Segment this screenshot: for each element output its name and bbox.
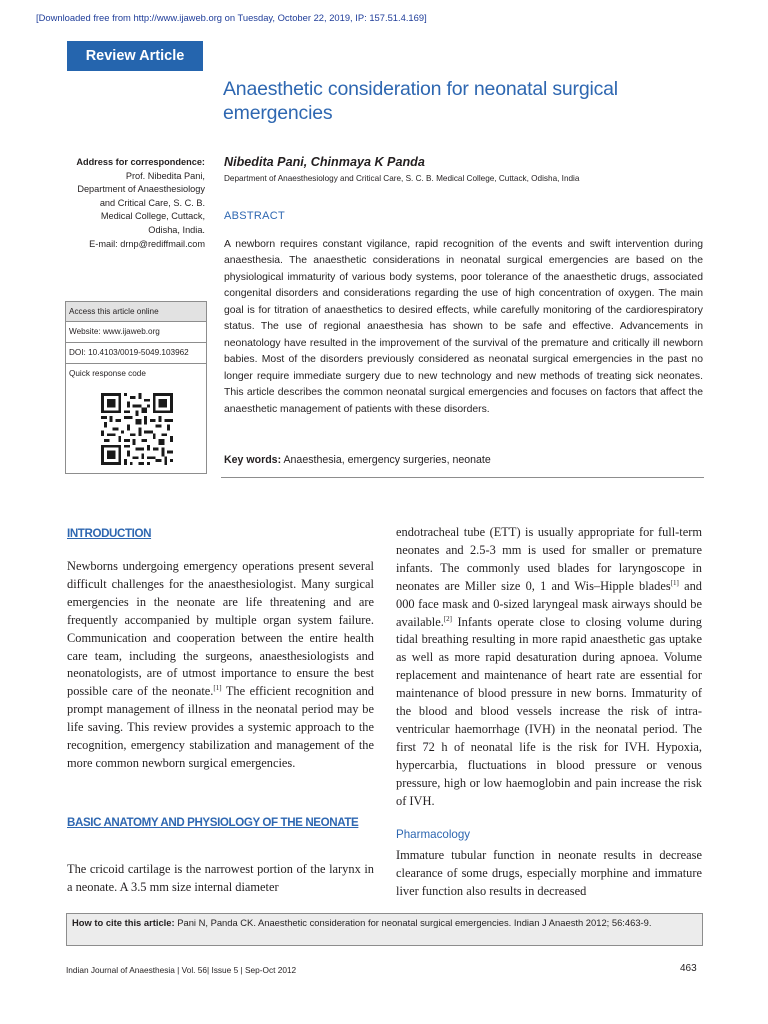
website-link[interactable]: Website: www.ijaweb.org <box>66 322 206 343</box>
abstract-heading: ABSTRACT <box>224 210 286 222</box>
qr-label: Quick response code <box>69 369 146 378</box>
page-number: 463 <box>680 963 697 974</box>
basic-anatomy-heading: BASIC ANATOMY AND PHYSIOLOGY OF THE NEONATE <box>67 816 359 829</box>
correspondence-block <box>40 156 205 251</box>
correspondence-line: Prof. Nibedita Pani, <box>125 170 205 181</box>
doi-link[interactable]: DOI: 10.4103/0019-5049.103962 <box>66 343 206 364</box>
access-header: Access this article online <box>66 302 206 322</box>
column2-text: endotracheal tube (ETT) is usually appropriate for full-term neonates and 2.5-3 mm is used for smaller or premature infants. The commonly used blades for laryngoscope in neonates are Miller size 0, 1 and Wis–Hipple blades[1] and 000 face mask and 0-sized laryngeal mask airways should be available.[2] Infants operate close to closing volume during tidal breathing resulting in more rapid anaesthetic gas uptake as well as more rapid desaturation during apnoea. Volume replacement and maintenance of heart rate are essential for maintenance of blood pressure in new borns. Immaturity of the blood and blood vessels increase the risk of intra-ventricular haemorrhage (IVH) in the neonatal period. The first 72 h of neonatal life is the risk for IVH. Hypoxia, hypercarbia, fluctuations in blood pressure or venous pressure, high or low haemoglobin and pain increase the risk of IVH. <box>396 525 702 808</box>
correspondence-line: and Critical Care, S. C. B. <box>99 197 205 208</box>
basic-anatomy-text: The cricoid cartilage is the narrowest portion of the larynx in a neonate. A 3.5 mm size internal diameter <box>67 862 374 894</box>
affiliation: Department of Anaesthesiology and Critical Care, S. C. B. Medical College, Cuttack, Odisha, India <box>224 174 580 183</box>
keywords <box>224 454 491 466</box>
article-title: Anaesthetic consideration for neonatal surgical emergencies <box>223 78 618 124</box>
divider <box>221 477 704 478</box>
article-type-badge: Review Article <box>67 41 203 71</box>
citation-label: How to cite this article: <box>72 917 175 928</box>
abstract-text: A newborn requires constant vigilance, rapid recognition of the events and swift intervention during anaesthesia. The anaesthetic considerations in neonatal surgical emergencies are based on the physiological immaturity of various body systems, poor tolerance of the anaesthetic drugs, associated congenital disorders and considerations regarding the use of high concentration of oxygen. The main goal is for titration of anaesthetics to desired effects, while carefully monitoring of the cardiorespiratory status. The use of regional anaesthesia has shown to be safe and effective. Advancements in neonatology have resulted in the improvement of the survival of the premature and critically ill newborn babies. Most of the disorders previously considered as neonatal surgical emergencies in the past no longer require immediate surgery due to new technology and new methods of treating sick neonates. This article describes the common neonatal surgical emergencies and focuses on factors that affect the anaesthetic management of patients with these disorders. <box>224 239 703 415</box>
journal-footer: Indian Journal of Anaesthesia | Vol. 56| Issue 5 | Sep-Oct 2012 <box>66 965 297 975</box>
citation-box <box>66 913 703 946</box>
download-notice: [Downloaded free from http://www.ijaweb.org on Tuesday, October 22, 2019, IP: 157.51.4.169] <box>36 12 427 23</box>
correspondence-label: Address for correspondence: <box>76 157 205 167</box>
correspondence-line: Medical College, Cuttack, <box>100 211 205 222</box>
qr-code-icon[interactable] <box>101 393 173 465</box>
reference-link[interactable]: [1] <box>213 684 222 693</box>
introduction-text: Newborns undergoing emergency operations present several difficult challenges for the anaesthesiologist. Many surgical emergencies in the neonate are life threatening and are frequently accompanied by multiple organ system failure. Communication and cooperation between the entire health care team, including the surgeons, anaesthesiologists and neonatologists, are of utmost importance to ensure the best possible care of the neonate.[1] The efficient recognition and prompt management of illness in the neonatal period may be life saving. This review provides a systemic approach to the recognition, emergency stabilization and management of the more common newborn surgical emergencies. <box>67 559 374 770</box>
correspondence-line: Odisha, India. <box>148 224 205 235</box>
citation-text: Pani N, Panda CK. Anaesthetic consideration for neonatal surgical emergencies. Indian J Anaesth 2012; 56:463-9. <box>174 917 652 928</box>
introduction-heading: INTRODUCTION <box>67 527 152 540</box>
correspondence-email[interactable]: E-mail: drnp@rediffmail.com <box>89 238 205 249</box>
correspondence-line: Department of Anaesthesiology <box>77 184 205 195</box>
pharmacology-heading: Pharmacology <box>396 828 471 841</box>
keywords-label: Key words: <box>224 454 282 466</box>
reference-link[interactable]: [1] <box>670 578 679 587</box>
pharmacology-text: Immature tubular function in neonate results in decrease clearance of some drugs, especially morphine and immature liver function also results in decreased <box>396 848 702 898</box>
access-article-box <box>65 301 207 474</box>
authors: Nibedita Pani, Chinmaya K Panda <box>224 155 425 169</box>
reference-link[interactable]: [2] <box>443 614 452 623</box>
keywords-list: Anaesthesia, emergency surgeries, neonate <box>283 454 491 466</box>
